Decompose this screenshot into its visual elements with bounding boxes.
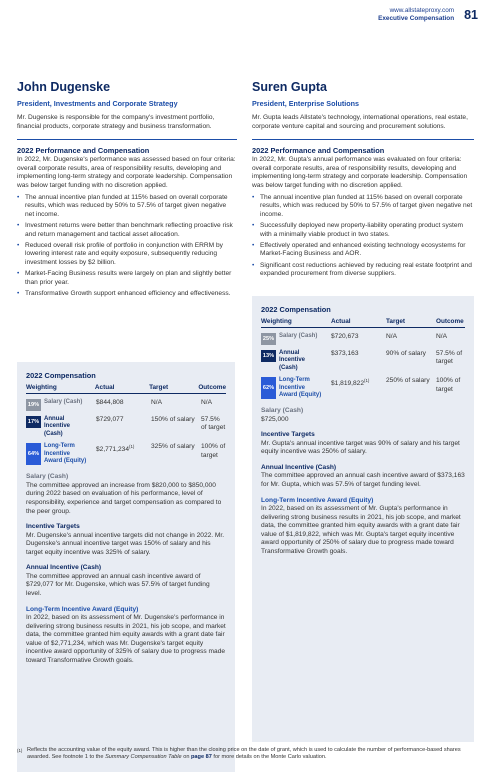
footnote-marker: (1) [129,444,135,450]
detail-heading: Annual Incentive (Cash) [26,564,102,572]
actual-value: $720,673 [331,333,359,340]
table-row [26,416,226,438]
target-value: N/A [151,399,162,406]
list-item: • Successfully deployed new property-liability operating product system with a minimally viable product in two states. [252,222,474,239]
executive-name: John Dugenske [17,80,111,94]
component-label: Salary (Cash) [279,333,318,339]
performance-title: 2022 Performance and Compensation [252,146,385,156]
compensation-details [26,473,226,665]
list-item: • Reduced overall risk profile of portfolio in conjunction with ERRM by lowering interest rate and equity exposure, subsequently reducing investment losses by $2 billion. [17,242,237,268]
component-label: Long-Term Incentive Award (Equity) [44,443,87,465]
column-header-outcome: Outcome [198,384,227,391]
column-header-actual: Actual [94,384,115,391]
table-row [26,443,226,465]
component-label: Annual Incentive (Cash) [279,350,306,371]
divider [17,139,237,140]
footnote: (1) Reflects the accounting value of the equity award. This is higher than the closing price on the date of grant, which is used to calculate the number of performance-based shares awarded. See footnote 1 to the Summary Compensation Table on page 87 for more details on the Monte Carlo valuation. [17,747,461,761]
table-row [261,333,465,345]
header-section: Executive Compensation [378,15,455,23]
outcome-value: N/A [201,399,212,406]
outcome-value: 100% of target [201,443,226,459]
column-header-outcome: Outcome [436,318,464,325]
weighting-badge: 13% [261,350,276,362]
list-item: • The annual incentive plan funded at 115% based on overall corporate results, which was reduced by 50% to 57.5% of target given negative net income. [17,194,237,220]
outcome-value: N/A [436,333,447,340]
target-value: 90% of salary [386,350,426,357]
weighting-badge: 64% [26,443,41,465]
detail-heading: Long-Term Incentive Award (Equity) [26,605,139,613]
outcome-value: 57.5% of target [436,350,463,366]
list-item: • Significant cost reductions achieved by reducing real estate footprint and expanded procurement from diverse suppliers. [252,262,474,279]
detail-text: $725,000 [261,415,289,423]
component-label: Annual Incentive (Cash) [44,416,71,437]
table-row [261,377,465,399]
column-header-weighting: Weighting [26,384,57,391]
detail-heading: Long-Term Incentive Award (Equity) [261,496,374,504]
column-header-target: Target [386,318,406,325]
performance-bullets [17,194,237,299]
executive-role: President, Investments and Corporate Strategy [17,99,178,108]
component-label: Salary (Cash) [44,399,83,405]
page-header [378,7,478,24]
column-header-actual: Actual [331,318,351,325]
divider [252,139,474,140]
detail-text: The committee approved an increase from $820,000 to $850,000 during 2022 based on evaluation of his performance, level of responsibility, experience and target compensation as compared to the peer group. [26,481,222,515]
detail-heading: Incentive Targets [26,523,80,531]
compensation-panel-gupta [252,296,474,742]
list-item: • Effectively operated and enhanced existing technology ecosystems for Market-Facing Business and AOR. [252,242,474,259]
list-item: • Transformative Growth support enhanced efficiency and effectiveness. [17,290,237,299]
weighting-badge: 62% [261,377,276,399]
list-item: • Market-Facing Business results were largely on plan and slightly better than prior year. [17,270,237,287]
detail-text: Mr. Gupta's annual incentive target was 90% of salary and his target equity incentive was 250% of salary. [261,439,460,456]
detail-heading: Salary (Cash) [261,407,304,415]
compensation-title: 2022 Compensation [261,305,331,314]
target-value: 250% of salary [386,377,430,385]
footnote-marker: (1) [17,748,23,753]
compensation-table-header [26,384,226,394]
list-item: • The annual incentive plan funded at 115% based on overall corporate results, which was reduced by 50% to 57.5% of target given negative net income. [252,194,474,220]
executive-profile-dugenske [17,80,237,301]
detail-heading: Annual Incentive (Cash) [261,464,337,472]
detail-text: In 2022, based on its assessment of Mr. Dugenske's performance in delivering strong business results in 2021, his job scope, and market data, the committee granted him equity awards with a grant date fair value of $2,771,234, which was Mr. Dugenske's target equity incentive award opportunity of 325% of salary due to progress made toward Transformative Growth goals. [26,614,226,664]
component-label: Long-Term Incentive Award (Equity) [279,377,322,399]
compensation-table-header [261,318,465,328]
page-reference-link[interactable]: page 87 [191,754,212,761]
actual-value: $1,819,822 [331,380,365,388]
column-header-target: Target [149,384,169,391]
executive-description: Mr. Dugenske is responsible for the company's investment portfolio, financial products, corporate strategy and business transformation. [17,114,215,130]
table-reference: Summary Compensation Table [105,754,182,761]
table-row [261,350,465,372]
actual-value: $2,771,234 [96,446,130,454]
detail-heading: Incentive Targets [261,431,315,439]
actual-value: $373,163 [331,350,359,357]
executive-profile-gupta [252,80,474,281]
executive-name: Suren Gupta [252,80,328,94]
detail-text: The committee approved an annual cash incentive award of $373,163 for Mr. Gupta, which was 57.5% of target funding level. [261,472,465,489]
weighting-badge: 17% [26,416,41,428]
page-number: 81 [464,8,478,22]
actual-value: $844,808 [96,399,124,406]
header-url[interactable]: www.allstateproxy.com [389,7,455,14]
detail-heading: Salary (Cash) [26,473,69,481]
target-value: 325% of salary [151,443,195,451]
executive-description: Mr. Gupta leads Allstate's technology, international operations, real estate, corporate venture capital and sourcing and procurement solutions. [252,114,468,130]
table-row [26,399,226,411]
target-value: 150% of salary [151,416,195,423]
weighting-badge: 19% [26,399,41,411]
performance-intro: In 2022, Mr. Gupta's annual performance was evaluated on four criteria: overall corporate results, area of responsibility results, developing and implementing long-term strategy and corporate leadership. Compensation was below target funding with no discretion applied. [252,156,468,189]
detail-text: Mr. Dugenske's annual incentive targets did not change in 2022. Mr. Dugenske's annual incentive target was 150% of salary and his target equity incentive was 325% of salary. [26,531,225,556]
footnote-marker: (1) [364,378,370,384]
weighting-badge: 25% [261,333,276,345]
performance-bullets [252,194,474,279]
outcome-value: 100% of target [436,377,461,393]
executive-role: President, Enterprise Solutions [252,99,360,108]
actual-value: $729,077 [96,416,124,423]
performance-title: 2022 Performance and Compensation [17,146,150,156]
detail-text: In 2022, based on its assessment of Mr. Gupta's performance in delivering strong business results in 2021, his job scope, and market data, the committee granted him equity awards with a grant date fair value of $1,819,822, which was Mr. Gupta's target equity incentive award opportunity of 250% of salary due to progress made toward Transformative Growth goals. [261,505,461,555]
compensation-title: 2022 Compensation [26,371,96,380]
outcome-value: 57.5% of target [201,416,226,432]
performance-intro: In 2022, Mr. Dugenske's performance was assessed based on four criteria: overall corporate results, area of responsibility results, developing and implementing long-term strategy and corporate leadership. Compensation was below target funding with no discretion applied. [17,156,236,189]
column-header-weighting: Weighting [261,318,292,325]
compensation-panel-dugenske [17,362,235,772]
compensation-details [261,407,465,556]
list-item: • Investment returns were better than benchmark reflecting proactive risk and return management and tactical asset allocation. [17,222,237,239]
target-value: N/A [386,333,397,340]
detail-text: The committee approved an annual cash incentive award of $729,077 for Mr. Dugenske, which was 57.5% of target funding level. [26,572,210,597]
